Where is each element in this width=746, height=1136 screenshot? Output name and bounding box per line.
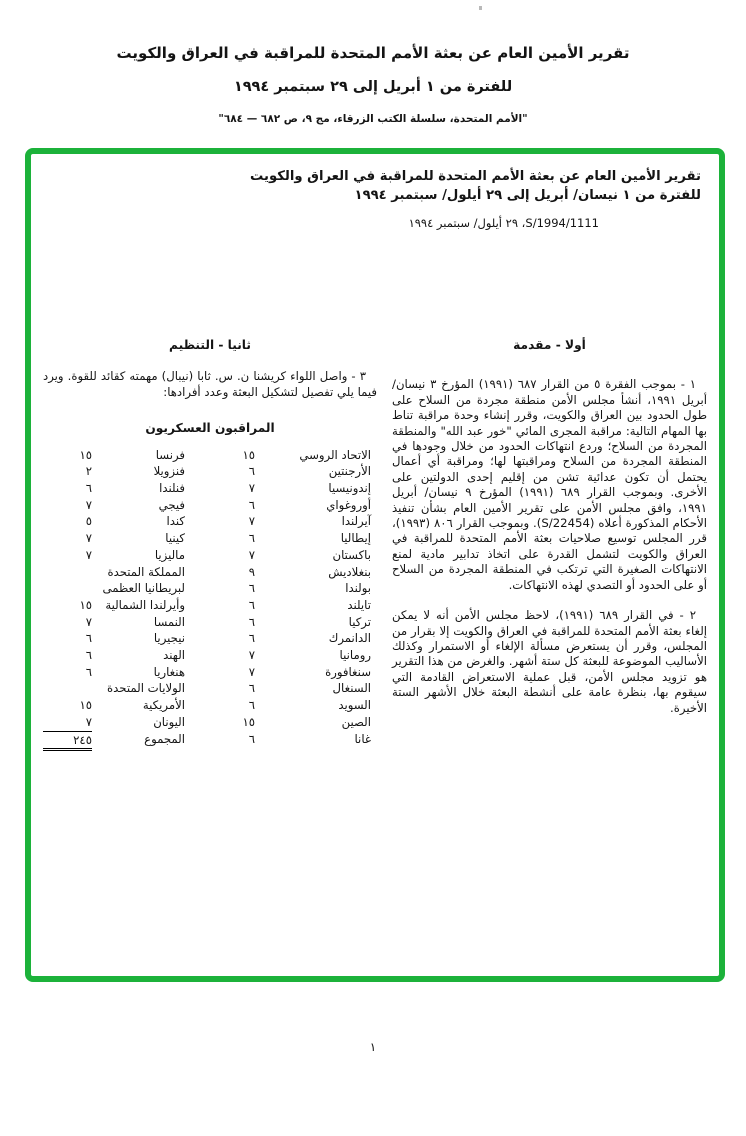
country-cell: لبريطانيا العظمى [102, 581, 185, 596]
country-cell: النمسا [153, 614, 185, 629]
document-reference: S/1994/1111، ٢٩ أيلول/ سبتمبر ١٩٩٤ [408, 216, 599, 230]
observers-table-row [43, 680, 377, 697]
document-period: للفترة من ١ نيسان/ أبريل إلى ٢٩ أيلول/ سبتمبر ١٩٩٤ [354, 187, 701, 203]
count-cell: ٦ [85, 481, 92, 496]
report-period: للفترة من ١ أبريل إلى ٢٩ سبتمبر ١٩٩٤ [233, 79, 513, 95]
observers-table-row [43, 513, 377, 530]
count-cell: ٧ [248, 664, 255, 679]
section-organization [43, 338, 377, 751]
paragraph-1: ١ - بموجب الفقرة ٥ من القرار ٦٨٧ (١٩٩١) المؤرخ ٣ نيسان/ أبريل ١٩٩١، أنشأ مجلس الأمن منطقة مجردة من السلاح على طول الحدود بين العراق والكويت، وقرر إنشاء وحدة مراقبة تناط بها المهام التالية: مراقبة المجرى المائي "خور عبد الله" والمنطقة المجردة من السلاح؛ وردع انتهاكات الحدود من خلال وجودها في المنطقة المجردة من السلاح ومراقبتها لها؛ ومراقبة أي أعمال يحتمل أن تكون عدائية تشن من إقليم إحدى الدولتين على الأخرى. وبموجب القرار ٦٨٩ (١٩٩١) المؤرخ ٩ نيسان/ أبريل ١٩٩١، وافق مجلس الأمن على تقرير الأمين العام بشأن تنفيذ الأحكام المذكورة أعلاه (S/22454). وبموجب القرار ٨٠٦ (١٩٩٣)، قرر المجلس توسيع صلاحيات بعثة الأمم المتحدة للمراقبة في العراق والكويت لتشمل القدرة على اتخاذ تدابير مادية لمنع الانتهاكات الصغيرة التي ترتكب في المنطقة المجردة من السلاح أو على الحدود أو التصدي لهذه الانتهاكات. [392, 377, 708, 592]
count-cell: ٦ [248, 497, 255, 512]
country-cell: تركيا [348, 614, 371, 629]
observers-table-row [43, 630, 377, 647]
country-cell: السنغال [332, 681, 371, 696]
country-cell: السويد [338, 698, 371, 713]
count-cell [43, 564, 92, 581]
observers-table-row [43, 714, 377, 731]
count-cell: ١٥ [79, 597, 92, 612]
count-cell: ٧ [248, 648, 255, 663]
observers-table-row [43, 547, 377, 564]
count-cell: ٦ [85, 631, 92, 646]
observers-table-row [43, 614, 377, 631]
page-header [0, 44, 746, 125]
count-cell: ٧ [248, 547, 255, 562]
observers-table-row [43, 597, 377, 614]
country-cell: وأيرلندا الشمالية [105, 597, 185, 612]
count-cell [43, 680, 92, 697]
introduction-heading: أولا - مقدمة [513, 338, 586, 352]
page-number: ١ [369, 1040, 377, 1054]
country-cell: كينيا [165, 531, 185, 546]
country-cell: رومانيا [339, 648, 371, 663]
country-cell: فرنسا [155, 447, 185, 462]
count-cell [43, 580, 92, 597]
count-cell: ٧ [85, 547, 92, 562]
observers-table [43, 447, 377, 752]
country-cell: الاتحاد الروسي [299, 447, 371, 462]
paragraph-3: ٣ - واصل اللواء كريشنا ن. س. ثابا (نيبال) مهمته كقائد للقوة. ويرد فيما يلي تفصيل لتشكيل البعثة وعدد أفرادها: [43, 369, 377, 399]
count-cell: ٢ [85, 464, 92, 479]
count-cell: ٧ [85, 614, 92, 629]
country-cell: إيطاليا [340, 531, 371, 546]
document-title: تقرير الأمين العام عن بعثة الأمم المتحدة للمراقبة في العراق والكويت [250, 169, 701, 184]
observers-table-row [43, 480, 377, 497]
country-cell: فيجي [158, 497, 185, 512]
count-cell: ٦ [248, 731, 255, 746]
country-cell: هنغاريا [153, 664, 185, 679]
count-cell: ٦ [248, 614, 255, 629]
country-cell: المجموع [144, 731, 185, 746]
paragraph-2: ٢ - في القرار ٦٨٩ (١٩٩١)، لاحظ مجلس الأمن أنه لا يمكن إلغاء بعثة الأمم المتحدة للمراقبة في العراق والكويت إلا بقرار من المجلس، وقرر أن يستعرض مسألة الإلغاء أو الاستمرار وكذلك الأساليب الموضوعة للبعثة كل ستة أشهر. والغرض من هذا التقرير هو تزويد مجلس الأمن، قبل عملية الاستعراض القادمة التي سيقوم بها، بنظرة عامة على أنشطة البعثة خلال الأشهر الستة الأخيرة. [392, 608, 707, 715]
country-cell: غانا [354, 731, 371, 746]
count-cell: ٧ [248, 514, 255, 529]
observers-table-row [43, 580, 377, 597]
count-cell: ١٥ [242, 447, 255, 462]
count-cell: ١٥ [79, 447, 92, 462]
observers-table-row [43, 463, 377, 480]
document-frame [25, 148, 725, 982]
observers-table-row [43, 731, 377, 752]
count-cell: ٩ [248, 564, 255, 579]
count-cell: ٦ [248, 464, 255, 479]
count-cell: ٦ [85, 648, 92, 663]
country-cell: إندونيسيا [328, 481, 371, 496]
count-cell: ٢٤٥ [43, 731, 92, 752]
country-cell: الدانمرك [328, 631, 371, 646]
country-cell: فنزويلا [153, 464, 185, 479]
country-cell: آيرلندا [341, 514, 371, 529]
count-cell: ٦ [248, 681, 255, 696]
country-cell: الصين [341, 714, 371, 729]
two-column-body [41, 338, 709, 751]
count-cell: ١٥ [242, 714, 255, 729]
count-cell: ٥ [85, 514, 92, 529]
country-cell: نيجيريا [153, 631, 185, 646]
country-cell: بولندا [345, 581, 371, 596]
country-cell: اليونان [153, 714, 185, 729]
count-cell: ٦ [248, 531, 255, 546]
observers-table-row [43, 564, 377, 581]
country-cell: سنغافورة [325, 664, 371, 679]
count-cell: ٧ [85, 497, 92, 512]
country-cell: تايلند [347, 597, 371, 612]
country-cell: باكستان [332, 547, 371, 562]
count-cell: ٦ [85, 664, 92, 679]
report-title: تقرير الأمين العام عن بعثة الأمم المتحدة للمراقبة في العراق والكويت [116, 44, 630, 62]
country-cell: فنلندا [159, 481, 185, 496]
country-cell: كندا [166, 514, 185, 529]
country-cell: المملكة المتحدة [107, 564, 185, 579]
count-cell: ٦ [248, 581, 255, 596]
observers-table-row [43, 647, 377, 664]
observers-table-title: المراقبون العسكريون [145, 421, 275, 436]
count-cell: ٧ [85, 714, 92, 729]
count-cell: ٦ [248, 597, 255, 612]
country-cell: الهند [163, 648, 185, 663]
country-cell: ماليزيا [154, 547, 185, 562]
count-cell: ١٥ [79, 698, 92, 713]
count-cell: ٧ [248, 481, 255, 496]
scan-artifact-dot [479, 6, 482, 10]
observers-table-row [43, 697, 377, 714]
country-cell: الولايات المتحدة [107, 681, 185, 696]
country-cell: بنغلاديش [328, 564, 371, 579]
count-cell: ٧ [85, 531, 92, 546]
section-introduction [392, 338, 707, 751]
observers-table-row [43, 530, 377, 547]
observers-table-row [43, 664, 377, 681]
observers-table-row [43, 497, 377, 514]
country-cell: الأرجنتين [328, 464, 371, 479]
organization-heading: ثانيا - التنظيم [169, 338, 251, 352]
country-cell: أوروغواي [326, 497, 371, 512]
count-cell: ٦ [248, 631, 255, 646]
source-citation: "الأمم المتحدة، سلسلة الكتب الزرقاء، مج ٩، ص ٦٨٢ — ٦٨٤" [218, 113, 528, 125]
document-title-block [41, 168, 709, 205]
observers-table-row [43, 447, 377, 464]
count-cell: ٦ [248, 698, 255, 713]
country-cell: الأمريكية [142, 698, 185, 713]
